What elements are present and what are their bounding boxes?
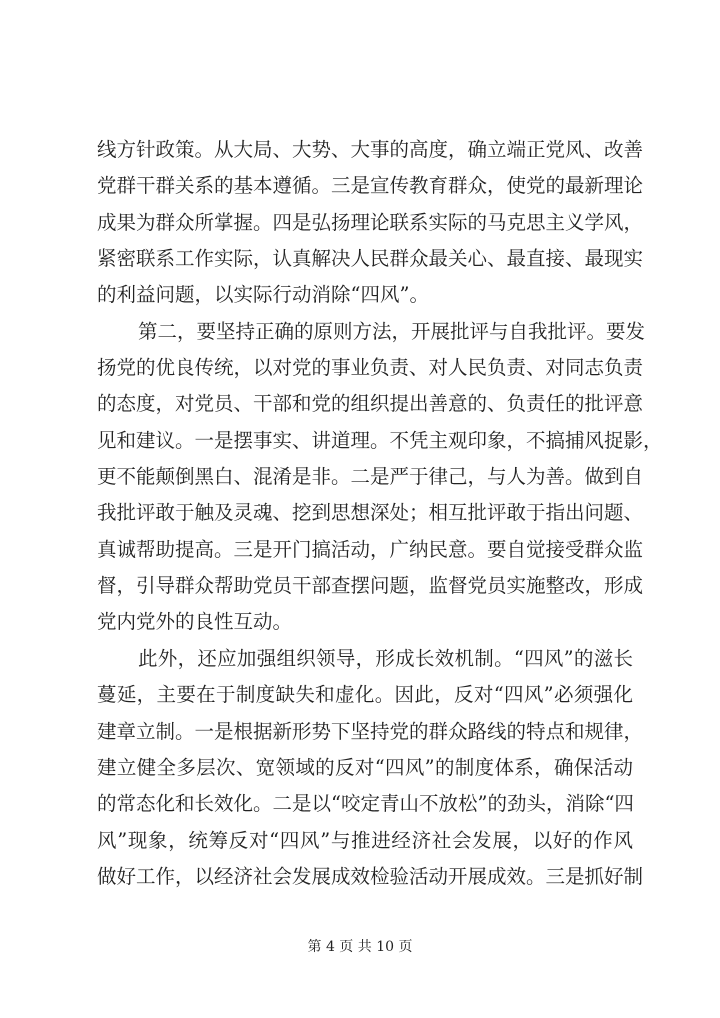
text-line: 督，引导群众帮助党员干部查摆问题，监督党员实施整改，形成 <box>97 574 644 598</box>
text-line: 的利益问题，以实际行动消除“四风”。 <box>97 283 429 307</box>
text-line: 真诚帮助提高。三是开门搞活动，广纳民意。要自觉接受群众监 <box>97 537 644 561</box>
text-line: 第二，要坚持正确的原则方法，开展批评与自我批评。要发 <box>138 319 646 343</box>
text-line: 扬党的优良传统，以对党的事业负责、对人民负责、对同志负责 <box>97 356 644 380</box>
text-line: 风”现象，统筹反对“四风”与推进经济社会发展，以好的作风 <box>97 828 633 852</box>
text-line: 的态度，对党员、干部和党的组织提出善意的、负责任的批评意 <box>97 392 644 416</box>
text-line: 做好工作，以经济社会发展成效检验活动开展成效。三是抓好制 <box>97 864 644 888</box>
text-line: 我批评敢于触及灵魂、挖到思想深处；相互批评敢于指出问题、 <box>97 501 644 525</box>
text-line: 成果为群众所掌握。四是弘扬理论联系实际的马克思主义学风， <box>97 210 644 234</box>
text-line: 此外，还应加强组织领导，形成长效机制。“四风”的滋长 <box>138 646 633 670</box>
text-line: 党内党外的良性互动。 <box>97 610 293 634</box>
text-line: 党群干群关系的基本遵循。三是宣传教育群众，使党的最新理论 <box>97 174 644 198</box>
page-number-footer: 第 4 页 共 10 页 <box>307 939 413 955</box>
text-line: 更不能颠倒黑白、混淆是非。二是严于律己，与人为善。做到自 <box>97 465 644 489</box>
text-line: 的常态化和长效化。二是以“咬定青山不放松”的劲头，消除“四 <box>97 792 634 816</box>
text-line: 建立健全多层次、宽领域的反对“四风”的制度体系，确保活动 <box>97 755 633 779</box>
text-line: 建章立制。一是根据新形势下坚持党的群众路线的特点和规律， <box>97 719 644 743</box>
text-line: 线方针政策。从大局、大势、大事的高度，确立端正党风、改善 <box>97 138 644 161</box>
document-body <box>97 132 663 895</box>
text-line: 紧密联系工作实际，认真解决人民群众最关心、最直接、最现实 <box>97 247 644 271</box>
text-line: 见和建议。一是摆事实、讲道理。不凭主观印象，不搞捕风捉影， <box>97 428 663 452</box>
text-line: 蔓延，主要在于制度缺失和虚化。因此，反对“四风”必须强化 <box>97 683 633 707</box>
